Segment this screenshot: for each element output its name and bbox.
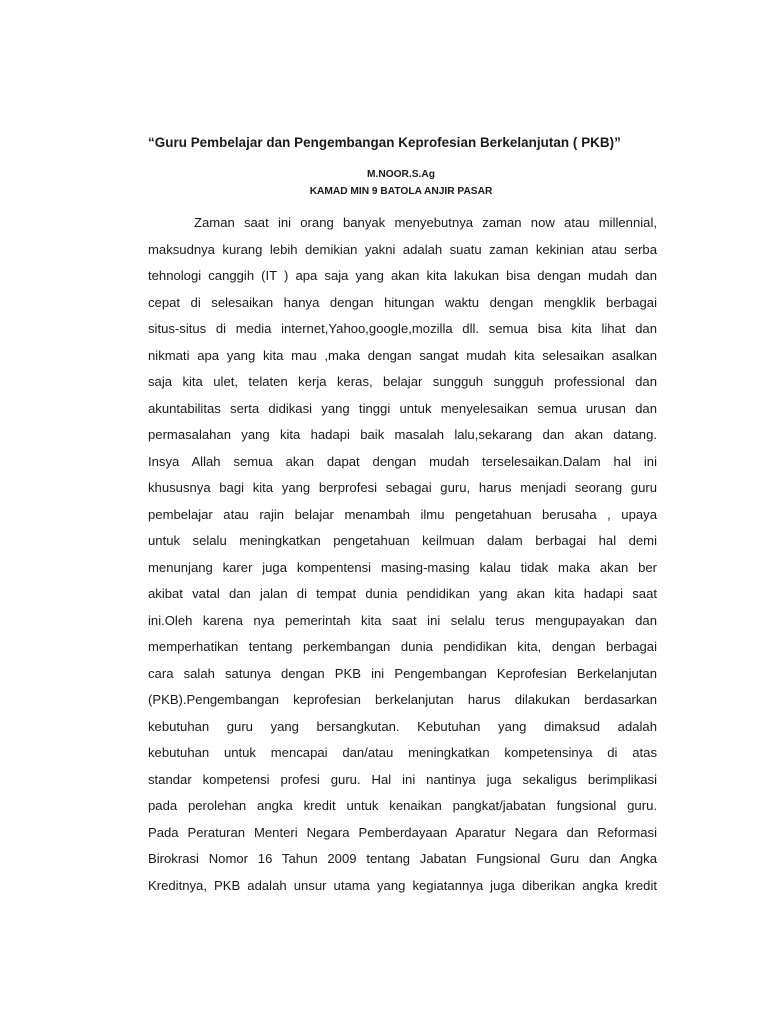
body-line: maksudnya kurang lebih demikian yakni adalah suatu zaman kekinian atau serba [148, 241, 657, 257]
body-line: Zaman saat ini orang banyak menyebutnya zaman now atau millennial, [194, 215, 657, 230]
body-line: Birokrasi Nomor 16 Tahun 2009 tentang Jabatan Fungsional Guru dan Angka [148, 851, 657, 866]
body-line: nikmati apa yang kita mau ,maka dengan sangat mudah kita selesaikan asalkan [148, 347, 657, 363]
body-line: memperhatikan tentang perkembangan dunia pendidikan kita, dengan berbagai [148, 639, 657, 654]
body-line: akibat vatal dan jalan di tempat dunia pendidikan yang akan kita hadapi saat [148, 586, 657, 601]
body-line: Pada Peraturan Menteri Negara Pemberdayaan Aparatur Negara dan Reformasi [148, 824, 657, 840]
author-affiliation: KAMAD MIN 9 BATOLA ANJIR PASAR [309, 186, 493, 197]
body-line: permasalahan yang kita hadapi baik masalah lalu,sekarang dan akan datang. [148, 427, 657, 442]
body-line: cara salah satunya dengan PKB ini Pengembangan Keprofesian Berkelanjutan [148, 665, 657, 681]
body-line: situs-situs di media internet,Yahoo,google,mozilla dll. semua bisa kita lihat dan [148, 321, 657, 336]
body-line: standar kompetensi profesi guru. Hal ini nantinya juga sekaligus berimplikasi [148, 771, 657, 787]
body-line: pembelajar atau rajin belajar menambah ilmu pengetahuan berusaha , upaya [148, 506, 657, 522]
body-line: menunjang karer juga kompentensi masing-masing kalau tidak maka akan ber [148, 559, 657, 575]
author-name: M.NOOR.S.Ag [367, 169, 435, 180]
body-line: (PKB).Pengembangan keprofesian berkelanjutan harus dilakukan berdasarkan [148, 692, 657, 707]
body-line: tehnologi canggih (IT ) apa saja yang akan kita lakukan bisa dengan mudah dan [148, 268, 657, 283]
body-line: kebutuhan guru yang bersangkutan. Kebutuhan yang dimaksud adalah [148, 718, 657, 734]
body-line: untuk selalu meningkatkan pengetahuan keilmuan dalam berbagai hal demi [148, 533, 657, 548]
body-line: Kreditnya, PKB adalah unsur utama yang kegiatannya juga diberikan angka kredit [148, 877, 657, 893]
body-line: khususnya bagi kita yang berprofesi sebagai guru, harus menjadi seorang guru [148, 480, 657, 495]
body-line: pada perolehan angka kredit untuk kenaikan pangkat/jabatan fungsional guru. [148, 798, 657, 813]
body-line: Insya Allah semua akan dapat dengan mudah terselesaikan.Dalam hal ini [148, 453, 657, 469]
body-paragraph [148, 210, 657, 899]
body-line: cepat di selesaikan hanya dengan hitungan waktu dengan mengklik berbagai [148, 294, 657, 310]
body-line: saja kita ulet, telaten kerja keras, belajar sungguh sungguh professional dan [148, 374, 657, 389]
body-line: akuntabilitas serta didikasi yang tinggi untuk menyelesaikan semua urusan dan [148, 400, 657, 416]
body-line: kebutuhan untuk mencapai dan/atau meningkatkan kompetensinya di atas [148, 745, 657, 760]
document-title: “Guru Pembelajar dan Pengembangan Keprofesian Berkelanjutan ( PKB)” [148, 135, 621, 150]
body-line: ini.Oleh karena nya pemerintah kita saat ini selalu terus mengupayakan dan [148, 612, 657, 628]
